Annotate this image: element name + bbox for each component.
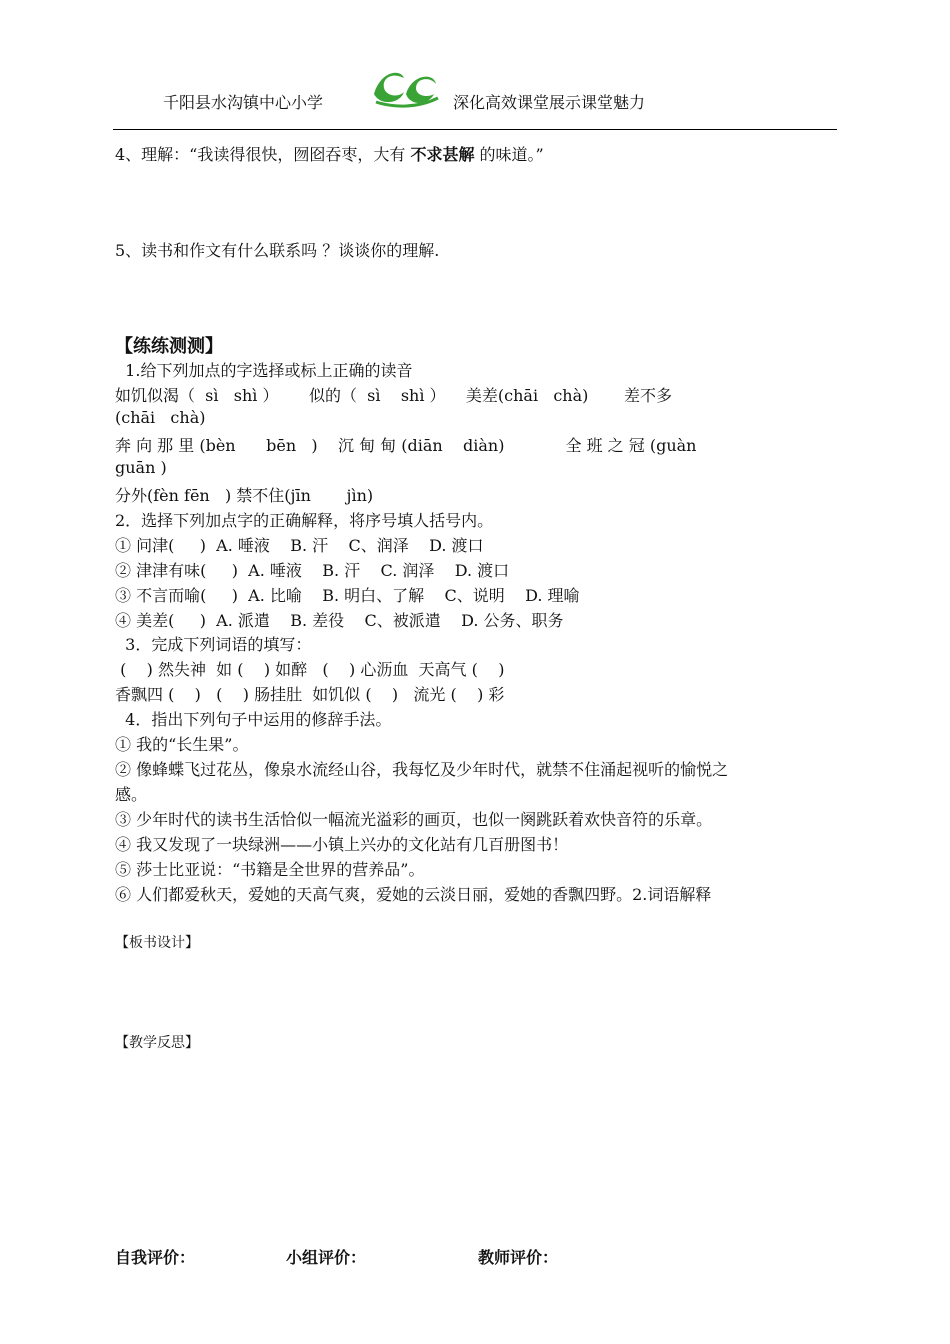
practice-line: ① 我的“长生果”。 <box>115 735 249 754</box>
teaching-reflection-heading: 【教学反思】 <box>115 1035 199 1051</box>
practice-line: 分外(fèn fēn ) 禁不住(jīn jìn) <box>115 486 374 505</box>
question-4-prefix: 4、理解：“我读得很快，囫囵吞枣，大有 <box>115 145 411 164</box>
board-design-heading: 【板书设计】 <box>115 935 199 951</box>
self-evaluation-label: 自我评价： <box>115 1248 196 1267</box>
practice-line: ④ 我又发现了一块绿洲——小镇上兴办的文化站有几百册图书！ <box>115 835 569 854</box>
practice-line: 3．完成下列词语的填写： <box>115 635 312 654</box>
practice-line: 香飘四 ( ) ( ) 肠挂肚 如饥似 ( ) 流光 ( ) 彩 <box>115 685 505 704</box>
practice-line: ③ 少年时代的读书生活恰似一幅流光溢彩的画页，也似一阕跳跃着欢快音符的乐章。 <box>115 810 713 829</box>
practice-line: 感。 <box>115 785 148 804</box>
practice-line: (chāi chà) <box>115 408 206 427</box>
practice-line: 4．指出下列句子中运用的修辞手法。 <box>115 710 392 729</box>
question-4-suffix: 的味道。” <box>474 145 544 164</box>
school-name: 千阳县水沟镇中心小学 <box>163 93 324 112</box>
practice-line: ⑤ 莎士比亚说：“书籍是全世界的营养品”。 <box>115 860 425 879</box>
practice-title: 【练练测测】 <box>115 336 223 357</box>
practice-line: 2．选择下列加点字的正确解释，将序号填人括号内。 <box>115 511 494 530</box>
practice-line: 奔 向 那 里 (bèn bēn ) 沉 甸 甸 (diān diàn) 全 班 之 冠 (guàn <box>115 436 697 455</box>
teacher-evaluation-label: 教师评价： <box>478 1248 559 1267</box>
practice-line: guān ) <box>115 458 167 477</box>
practice-line: ④ 美差( ) A. 派遣 B. 差役 C、被派遣 D. 公务、职务 <box>115 611 564 630</box>
practice-line: 1.给下列加点的字选择或标上正确的读音 <box>115 361 413 380</box>
practice-line: ( ) 然失神 如 ( ) 如醉 ( ) 心沥血 天高气 ( ) <box>115 660 505 679</box>
practice-line: 如饥似渴（ sì shì ） 似的（ sì shì ） 美差(chāi chà) 差不多 <box>115 386 672 405</box>
practice-line: ③ 不言而喻( ) A. 比喻 B. 明白、了解 C、说明 D. 理喻 <box>115 586 580 605</box>
practice-line: ② 津津有味( ) A. 唾液 B. 汗 C. 润泽 D. 渡口 <box>115 561 510 580</box>
group-evaluation-label: 小组评价： <box>286 1248 367 1267</box>
header-slogan: 深化高效课堂展示课堂魅力 <box>453 93 646 112</box>
practice-line: ② 像蜂蝶飞过花丛，像泉水流经山谷，我每忆及少年时代，就禁不住涌起视听的愉悦之 <box>115 760 729 779</box>
school-logo-icon <box>370 64 440 108</box>
question-4-term: 不求甚解 <box>410 145 475 164</box>
question-4 <box>115 142 544 165</box>
question-5: 5、读书和作文有什么联系吗 ？谈谈你的理解. <box>115 241 440 260</box>
practice-line: ⑥ 人们都爱秋天，爱她的天高气爽，爱她的云淡日丽，爱她的香飘四野。2.词语解释 <box>115 885 712 904</box>
header-rule <box>113 129 837 130</box>
practice-line: ① 问津( ) A. 唾液 B. 汗 C、润泽 D. 渡口 <box>115 536 484 555</box>
